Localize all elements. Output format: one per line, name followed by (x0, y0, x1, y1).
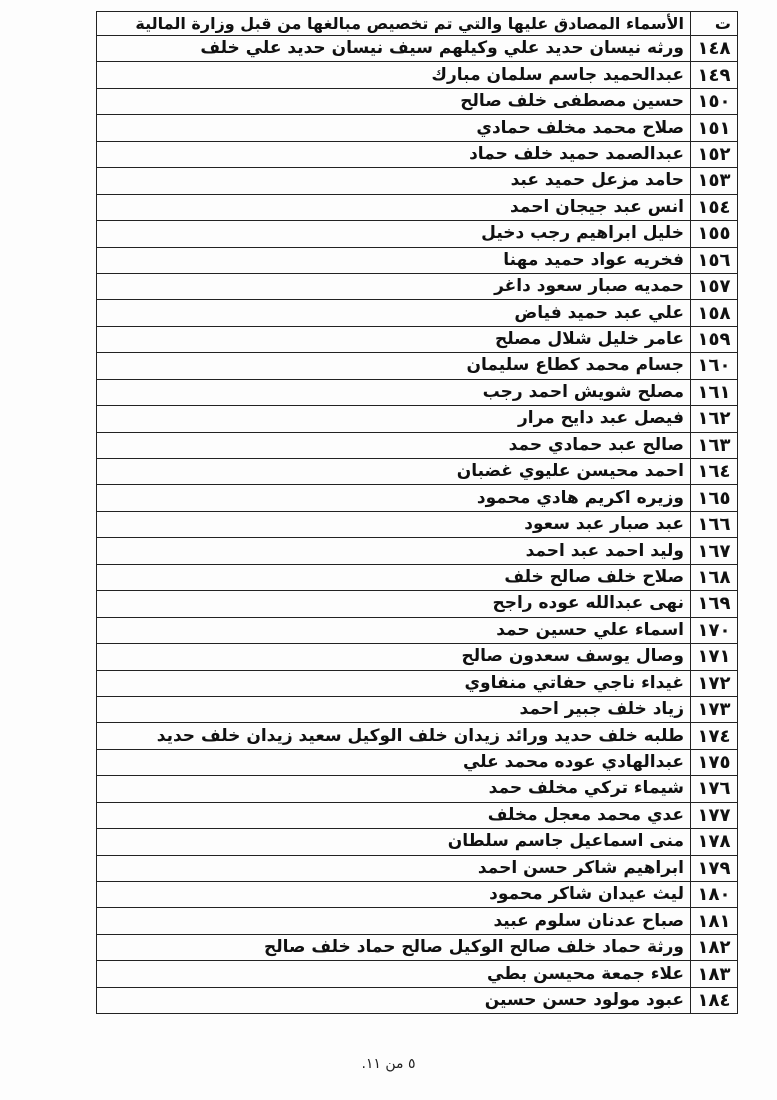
row-name: حامد مزعل حميد عبد (97, 168, 691, 194)
row-name: حسين مصطفى خلف صالح (97, 88, 691, 114)
row-name: صالح عبد حمادي حمد (97, 432, 691, 458)
row-number: ١٦٢ (691, 406, 738, 432)
row-name: ابراهيم شاكر حسن احمد (97, 855, 691, 881)
row-name: علاء جمعة محيسن بطي (97, 961, 691, 987)
row-name: حمديه صبار سعود داغر (97, 273, 691, 299)
table-row (97, 644, 738, 670)
table-row (97, 432, 738, 458)
row-name: زياد خلف جبير احمد (97, 696, 691, 722)
row-name: عدي محمد معجل مخلف (97, 802, 691, 828)
row-name: غيداء ناجي حفاتي منفاوي (97, 670, 691, 696)
row-name: ليث عيدان شاكر محمود (97, 882, 691, 908)
row-name: عامر خليل شلال مصلح (97, 326, 691, 352)
table-row (97, 379, 738, 405)
table-row (97, 961, 738, 987)
row-name: وصال يوسف سعدون صالح (97, 644, 691, 670)
table-row (97, 353, 738, 379)
row-number: ١٨١ (691, 908, 738, 934)
row-number: ١٧٢ (691, 670, 738, 696)
table-row (97, 406, 738, 432)
row-number: ١٥٣ (691, 168, 738, 194)
row-number: ١٥١ (691, 115, 738, 141)
table-row (97, 485, 738, 511)
row-number: ١٧١ (691, 644, 738, 670)
row-name: عبدالصمد حميد خلف حماد (97, 141, 691, 167)
row-number: ١٧٤ (691, 723, 738, 749)
row-name: صلاح خلف صالح خلف (97, 564, 691, 590)
row-name: اسماء علي حسين حمد (97, 617, 691, 643)
row-number: ١٥٩ (691, 326, 738, 352)
table-row (97, 987, 738, 1013)
row-number: ١٧٠ (691, 617, 738, 643)
row-number: ١٧٩ (691, 855, 738, 881)
table-row (97, 723, 738, 749)
table-row (97, 300, 738, 326)
row-number: ١٥٦ (691, 247, 738, 273)
table-row (97, 934, 738, 960)
row-number: ١٧٥ (691, 749, 738, 775)
table-row (97, 776, 738, 802)
table-row (97, 511, 738, 537)
table-row (97, 115, 738, 141)
table-body (97, 36, 738, 1014)
row-number: ١٧٧ (691, 802, 738, 828)
row-name: علي عبد حميد فياض (97, 300, 691, 326)
page-number: ٥ من ١١. (361, 1056, 416, 1072)
row-name: ورثة حماد خلف صالح الوكيل صالح حماد خلف صالح (97, 934, 691, 960)
row-name: خليل ابراهيم رجب دخيل (97, 221, 691, 247)
table-row (97, 194, 738, 220)
row-name: عبود مولود حسن حسين (97, 987, 691, 1013)
row-name: ورثه نيسان حديد علي وكيلهم سيف نيسان حديد علي خلف (97, 36, 691, 62)
row-number: ١٥٥ (691, 221, 738, 247)
row-name: منى اسماعيل جاسم سلطان (97, 829, 691, 855)
table-row (97, 459, 738, 485)
row-name: عبد صبار عبد سعود (97, 511, 691, 537)
table-row (97, 88, 738, 114)
table-row (97, 882, 738, 908)
number-column-header: ت (691, 12, 738, 36)
row-number: ١٥٢ (691, 141, 738, 167)
table-row (97, 749, 738, 775)
row-number: ١٤٨ (691, 36, 738, 62)
table-row (97, 326, 738, 352)
table-row (97, 141, 738, 167)
table-row (97, 564, 738, 590)
row-number: ١٥٠ (691, 88, 738, 114)
row-number: ١٧٦ (691, 776, 738, 802)
row-number: ١٦٧ (691, 538, 738, 564)
row-name: شيماء تركي مخلف حمد (97, 776, 691, 802)
table-row (97, 221, 738, 247)
row-number: ١٥٨ (691, 300, 738, 326)
table-row (97, 617, 738, 643)
table-row (97, 273, 738, 299)
row-number: ١٦٥ (691, 485, 738, 511)
row-name: صلاح محمد مخلف حمادي (97, 115, 691, 141)
row-number: ١٨٠ (691, 882, 738, 908)
row-number: ١٥٤ (691, 194, 738, 220)
table-row (97, 855, 738, 881)
row-number: ١٧٣ (691, 696, 738, 722)
row-number: ١٥٧ (691, 273, 738, 299)
row-number: ١٦٤ (691, 459, 738, 485)
table-row (97, 591, 738, 617)
row-number: ١٨٤ (691, 987, 738, 1013)
row-name: نهى عبدالله عوده راجح (97, 591, 691, 617)
row-number: ١٨٢ (691, 934, 738, 960)
row-name: فخريه عواد حميد مهنا (97, 247, 691, 273)
row-number: ١٦٨ (691, 564, 738, 590)
row-name: انس عبد جيجان احمد (97, 194, 691, 220)
row-number: ١٨٣ (691, 961, 738, 987)
table-row (97, 247, 738, 273)
name-column-header: الأسماء المصادق عليها والتي تم تخصيص مبالغها من قبل وزارة المالية (97, 12, 691, 36)
row-number: ١٦١ (691, 379, 738, 405)
row-name: عبدالهادي عوده محمد علي (97, 749, 691, 775)
row-number: ١٦٠ (691, 353, 738, 379)
row-name: مصلح شويش احمد رجب (97, 379, 691, 405)
table-row (97, 670, 738, 696)
row-name: احمد محيسن عليوي غضبان (97, 459, 691, 485)
table-row (97, 168, 738, 194)
table-row (97, 538, 738, 564)
row-number: ١٦٦ (691, 511, 738, 537)
row-name: صباح عدنان سلوم عبيد (97, 908, 691, 934)
table-row (97, 36, 738, 62)
row-number: ١٧٨ (691, 829, 738, 855)
row-name: جسام محمد كطاع سليمان (97, 353, 691, 379)
row-number: ١٦٣ (691, 432, 738, 458)
row-name: وليد احمد عبد احمد (97, 538, 691, 564)
table-row (97, 62, 738, 88)
row-number: ١٤٩ (691, 62, 738, 88)
row-name: عبدالحميد جاسم سلمان مبارك (97, 62, 691, 88)
table-row (97, 696, 738, 722)
table-header-row (97, 12, 738, 36)
row-name: فيصل عبد دايح مرار (97, 406, 691, 432)
table-row (97, 908, 738, 934)
row-name: طلبه خلف حديد ورائد زيدان خلف الوكيل سعيد زيدان خلف حديد (97, 723, 691, 749)
row-number: ١٦٩ (691, 591, 738, 617)
row-name: وزيره اكريم هادي محمود (97, 485, 691, 511)
names-table (96, 11, 738, 1014)
table-row (97, 829, 738, 855)
table-row (97, 802, 738, 828)
